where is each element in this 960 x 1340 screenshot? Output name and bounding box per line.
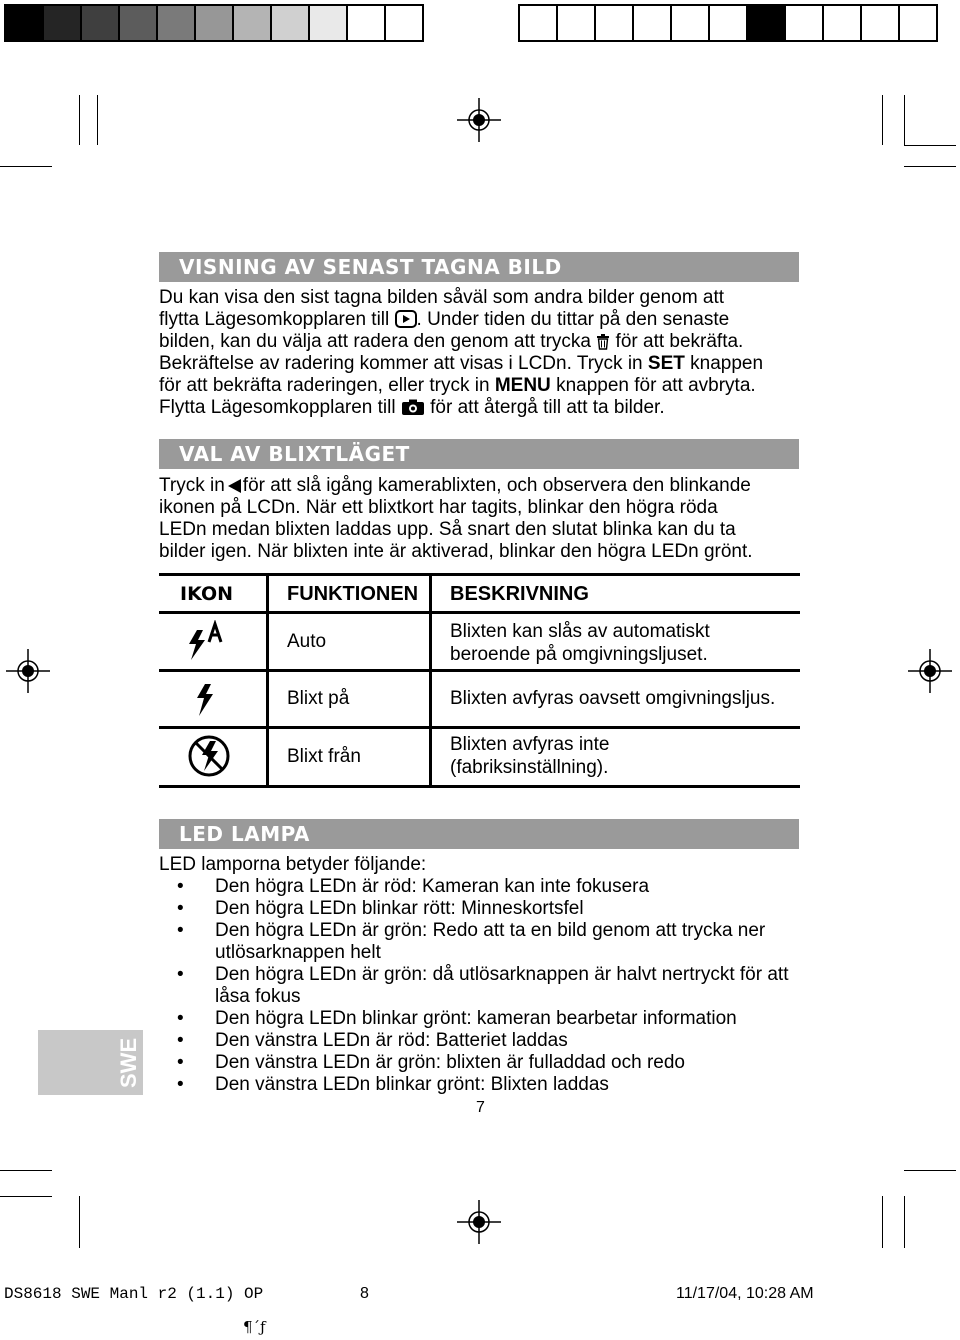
text-line: ikonen på LCDn. När ett blixtkort har tagits, blinkar den högra röda: [159, 497, 718, 518]
left-arrow-icon: [225, 478, 243, 494]
color-swatch: [518, 4, 558, 42]
text-span: för att bekräfta.: [615, 331, 744, 352]
bullet: •: [177, 1008, 184, 1029]
led-intro: LED lamporna betyder följande:: [159, 854, 427, 875]
playback-mode-icon: [395, 310, 417, 328]
flash-off-icon: [186, 733, 232, 779]
color-swatch: [558, 4, 596, 42]
viewing-paragraph: [159, 287, 809, 419]
list-item-text: Den vänstra LEDn blinkar grönt: Blixten laddas: [215, 1074, 609, 1095]
table-column-rule: [266, 573, 269, 788]
color-swatch: [634, 4, 672, 42]
table-cell-function: Blixt på: [287, 688, 350, 709]
bullet: •: [177, 964, 184, 985]
list-item: [159, 898, 809, 920]
crop-mark: [97, 95, 98, 145]
registration-mark-icon: [908, 649, 952, 693]
text-span: knappen: [690, 353, 764, 374]
text-span: för att bekräfta raderingen, eller tryck in: [159, 375, 490, 396]
footer-code: ¶´ƒ: [243, 1318, 266, 1336]
text-line: [159, 353, 809, 375]
bullet: •: [177, 898, 184, 919]
list-item-text: Den vänstra LEDn är grön: blixten är fulladdad och redo: [215, 1052, 685, 1073]
crop-mark: [79, 1196, 80, 1248]
gray-swatch: [272, 4, 310, 42]
color-swatch: [672, 4, 710, 42]
table-cell-function: Blixt från: [287, 746, 361, 767]
table-cell-description: [450, 620, 710, 666]
table-rule: [159, 573, 800, 576]
camera-icon: [401, 399, 425, 416]
text-line: LEDn medan blixten laddas upp. Så snart den slutat blinka kan du ta: [159, 519, 736, 540]
text-line: bilder igen. När blixten inte är aktiverad, blinkar den högra LEDn grönt.: [159, 541, 753, 562]
bullet: •: [177, 1052, 184, 1073]
table-cell-description: [450, 687, 775, 710]
footer-sheet-number: 8: [360, 1285, 369, 1302]
flash-paragraph: [159, 475, 809, 563]
text-span: Flytta Lägesomkopplaren till: [159, 397, 396, 418]
gray-swatch: [196, 4, 234, 42]
set-key-label: SET: [647, 353, 685, 374]
table-column-rule: [429, 573, 432, 788]
table-rule: [159, 726, 800, 729]
text-line: Blixten kan slås av automatiskt: [450, 621, 710, 642]
text-span: Bekräftelse av radering kommer att visas i LCDn.: [159, 353, 572, 374]
crop-mark: [904, 95, 905, 145]
crop-mark: [0, 1170, 52, 1171]
list-item-text: Den högra LEDn blinkar rött: Minneskortsfel: [215, 898, 584, 919]
color-swatch: [862, 4, 900, 42]
registration-mark-icon: [457, 1200, 501, 1244]
language-tab-label: SWE: [116, 1037, 141, 1088]
list-item: [159, 964, 815, 1008]
list-item: [159, 920, 775, 964]
trash-icon: [596, 334, 610, 350]
gray-swatch: [158, 4, 196, 42]
text-span: Tryck in: [576, 353, 643, 374]
bullet: •: [177, 876, 184, 897]
registration-mark-icon: [457, 98, 501, 142]
text-line: Du kan visa den sist tagna bilden såväl som andra bilder genom att: [159, 287, 725, 308]
text-span: för att återgå till att ta bilder.: [430, 397, 665, 418]
text-line: [159, 397, 809, 419]
bullet: •: [177, 1074, 184, 1095]
table-cell-function: Auto: [287, 631, 327, 652]
gray-swatch: [310, 4, 348, 42]
color-swatch: [748, 4, 786, 42]
flash-auto-icon: [185, 620, 229, 662]
list-item: [159, 876, 809, 898]
gray-swatch: [386, 4, 424, 42]
crop-mark: [882, 95, 883, 145]
gray-color-bar: [4, 4, 424, 42]
bullet: •: [177, 920, 184, 941]
table-rule: [159, 611, 800, 614]
text-span: för att slå igång kamerablixten, och observera den blinkande: [242, 475, 751, 496]
gray-swatch: [234, 4, 272, 42]
menu-key-label: MENU: [494, 375, 551, 396]
list-item: [159, 1030, 809, 1052]
text-span: knappen för att avbryta.: [556, 375, 756, 396]
text-line: (fabriksinställning).: [450, 757, 609, 778]
list-item: [159, 1052, 809, 1074]
table-header-icon: IKON: [180, 583, 233, 605]
bullet: •: [177, 1030, 184, 1051]
table-cell-description: [450, 733, 609, 779]
color-swatch: [900, 4, 938, 42]
gray-swatch: [120, 4, 158, 42]
text-line: [159, 331, 809, 353]
list-item-text: Den högra LEDn är grön: då utlösarknappen är halvt nertryckt för att låsa fokus: [215, 964, 789, 1007]
text-span: flytta Lägesomkopplaren till: [159, 309, 390, 330]
text-line: [159, 309, 809, 331]
section-header-flash: VAL AV BLIXTLÄGET: [159, 439, 799, 469]
page-number: 7: [476, 1099, 485, 1116]
text-line: beroende på omgivningsljuset.: [450, 644, 708, 665]
gray-swatch: [4, 4, 44, 42]
section-header-viewing: VISNING AV SENAST TAGNA BILD: [159, 252, 799, 282]
footer-file-name: DS8618 SWE Manl r2 (1.1) OP: [4, 1285, 264, 1303]
color-swatch: [710, 4, 748, 42]
list-item-text: Den vänstra LEDn är röd: Batteriet laddas: [215, 1030, 568, 1051]
list-item: [159, 1074, 809, 1096]
gray-swatch: [44, 4, 82, 42]
crop-mark: [79, 95, 80, 145]
crop-mark: [0, 1196, 52, 1197]
color-swatch: [786, 4, 824, 42]
list-item-text: Den högra LEDn är grön: Redo att ta en bild genom att trycka ner utlösarknappen helt: [215, 920, 766, 963]
section-header-led: LED LAMPA: [159, 819, 799, 849]
list-item-text: Den högra LEDn är röd: Kameran kan inte fokusera: [215, 876, 650, 897]
crop-mark: [904, 145, 956, 146]
table-header-description: BESKRIVNING: [450, 583, 589, 605]
text-line: [159, 375, 809, 397]
language-tab: [38, 1030, 143, 1095]
text-span: . Under tiden du tittar på den senaste: [416, 309, 730, 330]
gray-swatch: [348, 4, 386, 42]
crop-mark: [882, 1196, 883, 1248]
text-span: bilden, kan du välja att radera den genom att trycka: [159, 331, 591, 352]
text-line: Blixten avfyras inte: [450, 734, 610, 755]
table-rule: [159, 785, 800, 788]
crop-mark: [904, 1170, 956, 1171]
color-swatch: [596, 4, 634, 42]
list-item: [159, 1008, 809, 1030]
table-header-function: FUNKTIONEN: [287, 583, 419, 605]
list-item-text: Den högra LEDn blinkar grönt: kameran bearbetar information: [215, 1008, 737, 1029]
text-line: [159, 475, 809, 497]
crop-mark: [904, 1196, 905, 1248]
led-list: [159, 854, 809, 1096]
registration-mark-icon: [6, 649, 50, 693]
text-span: Tryck in: [159, 475, 225, 496]
text-line: Blixten avfyras oavsett omgivningsljus.: [450, 688, 776, 709]
table-rule: [159, 669, 800, 672]
color-swatch: [824, 4, 862, 42]
crop-mark: [904, 166, 956, 167]
crop-mark: [0, 166, 52, 167]
footer-timestamp: 11/17/04, 10:28 AM: [676, 1285, 814, 1302]
white-color-bar: [518, 4, 938, 42]
gray-swatch: [82, 4, 120, 42]
flash-on-icon: [193, 682, 219, 718]
